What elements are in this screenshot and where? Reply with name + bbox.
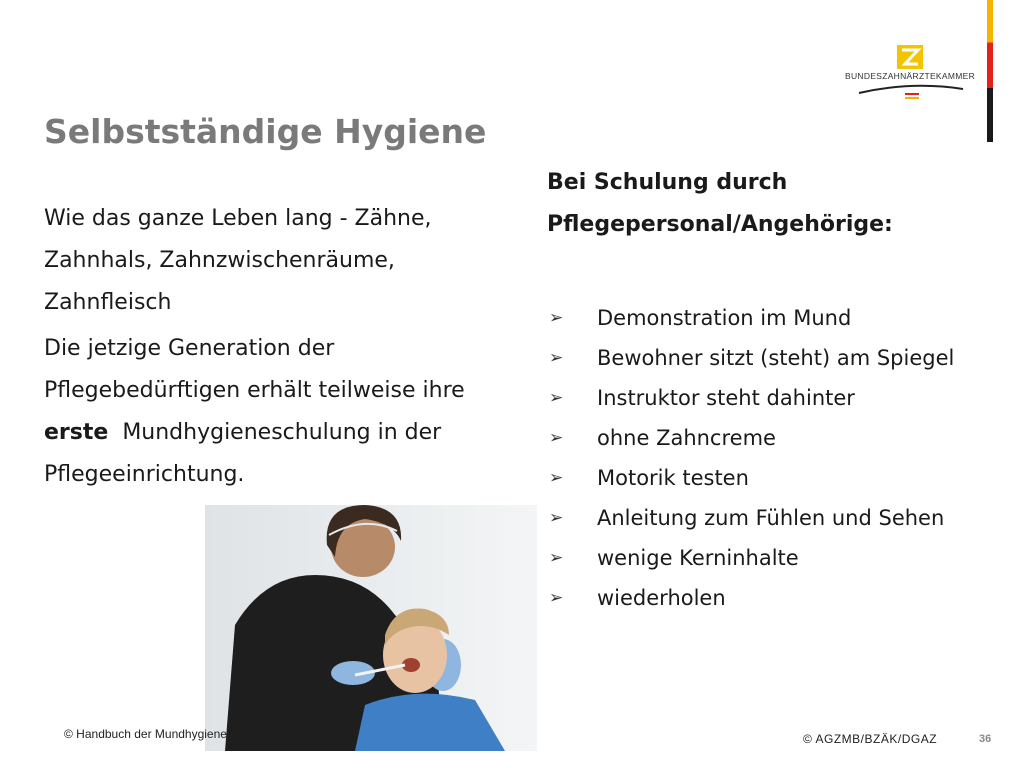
list-item (549, 538, 1019, 578)
list-item (549, 298, 1019, 338)
photo-illustration (205, 505, 537, 751)
arrow-bullet-icon: ➢ (549, 308, 564, 328)
paragraph-generation (44, 328, 514, 496)
training-heading (547, 162, 967, 246)
logo-name: BUNDESZAHNÄRZTEKAMMER (845, 71, 976, 81)
list-item (549, 378, 1019, 418)
slide-title: Selbstständige Hygiene (44, 112, 487, 151)
paragraph-generation-end: Mundhygieneschulung in der Pflegeeinrichtung. (44, 420, 442, 487)
logo-swoosh (855, 83, 967, 103)
training-bullet-list (549, 298, 1019, 618)
paragraph-lifelong: Wie das ganze Leben lang - Zähne, Zahnhals, Zahnzwischenräume, Zahnfleisch (44, 206, 432, 315)
list-item (549, 338, 1019, 378)
bullet-text: Instruktor steht dahinter (597, 386, 855, 410)
bullet-text: Motorik testen (597, 466, 749, 490)
credit-organisations: © AGZMB/BZÄK/DGAZ (803, 732, 938, 746)
arrow-bullet-icon: ➢ (549, 388, 564, 408)
bullet-text: ohne Zahncreme (597, 426, 776, 450)
list-item (549, 498, 1019, 538)
arrow-bullet-icon: ➢ (549, 468, 564, 488)
list-item (549, 458, 1019, 498)
list-item (549, 418, 1019, 458)
arrow-bullet-icon: ➢ (549, 428, 564, 448)
flag-color-bar (987, 0, 993, 142)
bullet-text: Demonstration im Mund (597, 306, 852, 330)
bullet-text: Bewohner sitzt (steht) am Spiegel (597, 346, 955, 370)
emphasis-erste: erste (44, 420, 109, 445)
credit-handbook: © Handbuch der Mundhygiene (64, 727, 227, 741)
z-logo-icon (897, 45, 923, 69)
list-item (549, 578, 1019, 618)
left-text-block (44, 198, 514, 496)
training-heading-line1: Bei Schulung durch (547, 170, 788, 195)
bullet-text: wenige Kerninhalte (597, 546, 799, 570)
bullet-text: Anleitung zum Fühlen und Sehen (597, 506, 945, 530)
oral-hygiene-photo (205, 505, 537, 751)
training-heading-line2: Pflegepersonal/Angehörige: (547, 212, 893, 237)
page-number: 36 (979, 733, 992, 745)
paragraph-generation-start: Die jetzige Generation der Pflegebedürftigen erhält teilweise ihre (44, 336, 465, 403)
arrow-bullet-icon: ➢ (549, 348, 564, 368)
arrow-bullet-icon: ➢ (549, 588, 564, 608)
bzaek-logo (845, 45, 975, 105)
arrow-bullet-icon: ➢ (549, 508, 564, 528)
bullet-text: wiederholen (597, 586, 726, 610)
arrow-bullet-icon: ➢ (549, 548, 564, 568)
